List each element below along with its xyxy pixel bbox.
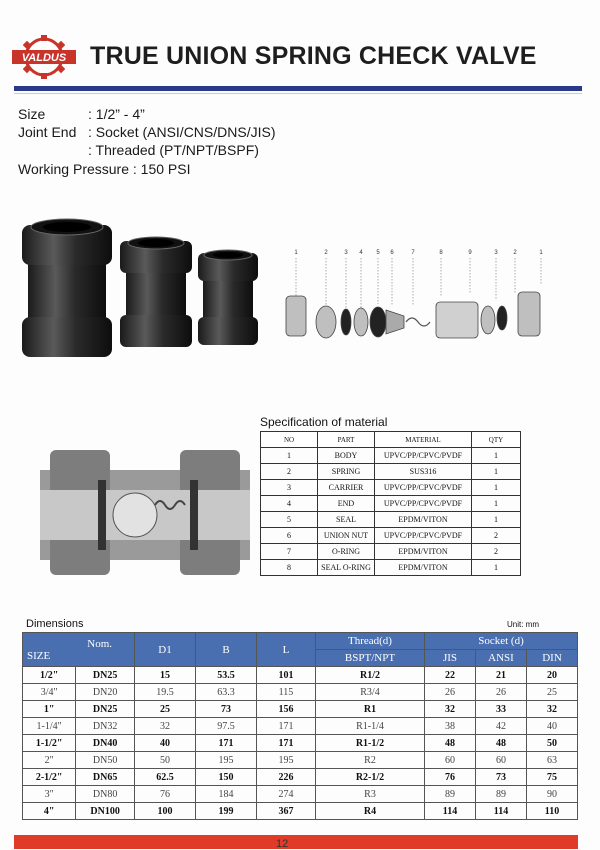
table-row: 3" DN80 76 184 274 R3 89 89 90 [23, 786, 578, 803]
header-din: DIN [527, 650, 578, 667]
spec-joint [18, 124, 275, 140]
spec-joint-2 [18, 142, 259, 158]
footer-bar [14, 835, 578, 849]
table-row: 2" DN50 50 195 195 R2 60 60 63 [23, 752, 578, 769]
valve-product-photo [18, 205, 268, 370]
svg-text:VALDUS: VALDUS [21, 52, 67, 64]
svg-text:5: 5 [376, 250, 380, 256]
unit-label: Unit: mm [507, 620, 539, 629]
col-no: NO [261, 432, 318, 448]
header-bspt: BSPT/NPT [316, 650, 425, 667]
table-row: 1-1/4" DN32 32 97.5 171 R1-1/4 38 42 40 [23, 718, 578, 735]
table-row: 1-1/2" DN40 40 171 171 R1-1/2 48 48 50 [23, 735, 578, 752]
header-size-nom [23, 633, 135, 667]
table-header-row [23, 633, 578, 650]
header-d1: D1 [135, 633, 196, 667]
table-row: 3/4" DN20 19.5 63.3 115 R3/4 26 26 25 [23, 684, 578, 701]
header-l: L [257, 633, 316, 667]
table-row: 1/2" DN25 15 53.5 101 R1/2 22 21 20 [23, 667, 578, 684]
table-row: 1" DN25 25 73 156 R1 32 33 32 [23, 701, 578, 718]
dimensions-title: Dimensions [26, 618, 84, 630]
spec-joint-value-threaded: : Threaded (PT/NPT/BSPF) [88, 142, 259, 158]
svg-text:8: 8 [439, 250, 443, 256]
table-row: 6 UNION NUT UPVC/PP/CPVC/PVDF 2 [261, 528, 521, 544]
header-thread: Thread(d) [316, 633, 425, 650]
valdus-logo [12, 34, 76, 80]
table-row: 7 O-RING EPDM/VITON 2 [261, 544, 521, 560]
header-b: B [196, 633, 257, 667]
table-row: 2 SPRING SUS316 1 [261, 464, 521, 480]
svg-text:1: 1 [539, 250, 543, 256]
spec-size [18, 106, 145, 122]
exploded-view-diagram [278, 244, 578, 354]
header-nom: Nom. [87, 637, 112, 650]
material-table [260, 431, 521, 576]
svg-text:1: 1 [294, 250, 298, 256]
table-row: 8 SEAL O-RING EPDM/VITON 1 [261, 560, 521, 576]
table-row: 1 BODY UPVC/PP/CPVC/PVDF 1 [261, 448, 521, 464]
table-row: 2-1/2" DN65 62.5 150 226 R2-1/2 76 73 75 [23, 769, 578, 786]
col-material: MATERIAL [375, 432, 472, 448]
title-divider-shadow [14, 93, 582, 94]
table-row: 4" DN100 100 199 367 R4 114 114 110 [23, 803, 578, 820]
header-ansi: ANSI [476, 650, 527, 667]
table-header-row [261, 432, 521, 448]
cutaway-diagram [40, 450, 250, 575]
dimensions-table [22, 632, 578, 820]
spec-joint-value-socket: : Socket (ANSI/CNS/DNS/JIS) [88, 124, 276, 140]
svg-text:9: 9 [468, 250, 472, 256]
svg-text:4: 4 [359, 250, 363, 256]
header-jis: JIS [425, 650, 476, 667]
table-row: 4 END UPVC/PP/CPVC/PVDF 1 [261, 496, 521, 512]
header-size: SIZE [27, 649, 51, 662]
svg-text:3: 3 [344, 250, 348, 256]
col-part: PART [318, 432, 375, 448]
page-number: 12 [276, 838, 289, 850]
spec-joint-label: Joint End [18, 124, 77, 140]
header-socket: Socket (d) [425, 633, 578, 650]
col-qty: QTY [472, 432, 521, 448]
material-table-title: Specification of material [260, 415, 388, 429]
svg-text:7: 7 [411, 250, 415, 256]
svg-text:2: 2 [324, 250, 328, 256]
table-row: 3 CARRIER UPVC/PP/CPVC/PVDF 1 [261, 480, 521, 496]
table-row: 5 SEAL EPDM/VITON 1 [261, 512, 521, 528]
svg-text:3: 3 [494, 250, 498, 256]
page-title: TRUE UNION SPRING CHECK VALVE [90, 42, 537, 70]
spec-pressure: Working Pressure : 150 PSI [18, 161, 191, 177]
svg-text:2: 2 [513, 250, 517, 256]
spec-size-value: : 1/2” - 4” [88, 106, 145, 122]
svg-text:6: 6 [390, 250, 394, 256]
spec-size-label: Size [18, 106, 46, 122]
title-divider [14, 86, 582, 91]
